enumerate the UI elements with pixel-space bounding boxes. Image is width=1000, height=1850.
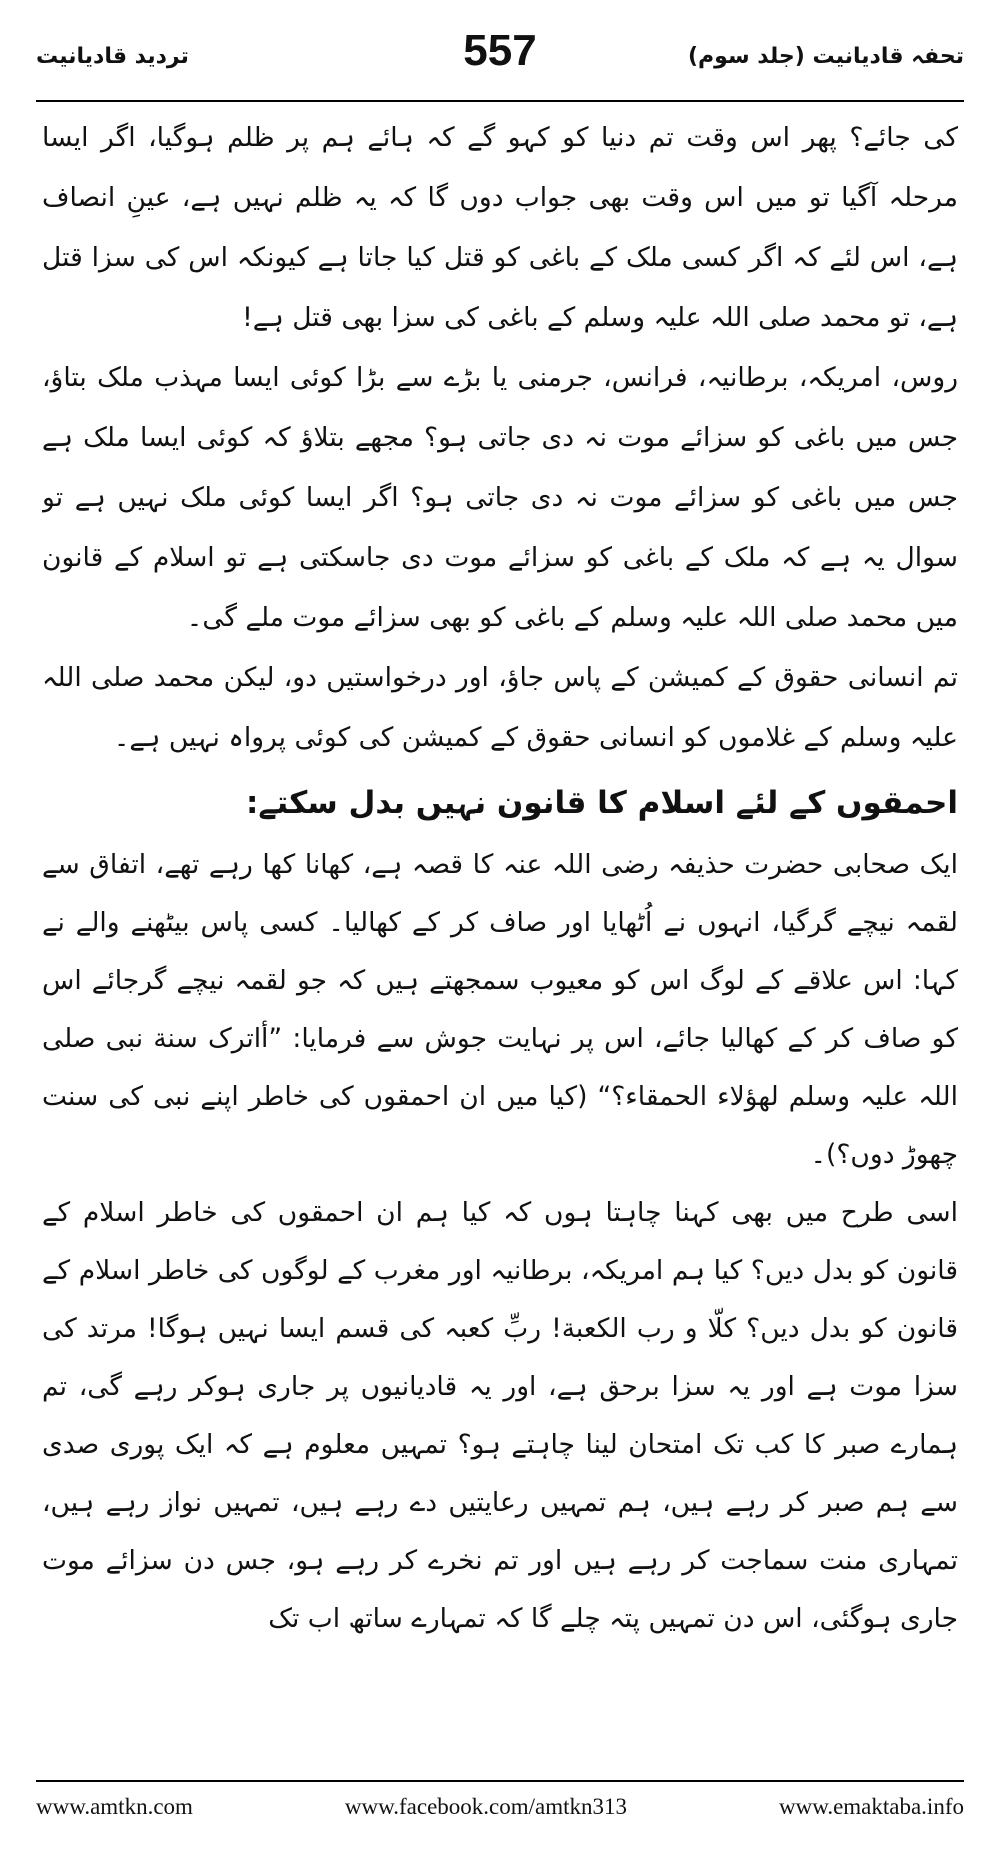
paragraph-1: کی جائے؟ پھر اس وقت تم دنیا کو کہو گے کہ ہائے ہم پر ظلم ہوگیا، اگر ایسا مرحلہ آگیا تو میں اس وقت بھی جواب دوں گا کہ یہ ظلم نہیں ہے، عینِ انصاف ہے، اس لئے کہ اگر کسی ملک کے باغی کو قتل کیا جاتا ہے کیونکہ اس کی سزا قتل ہے، تو محمد صلی اللہ علیہ وسلم کے باغی کی سزا بھی قتل ہے! [42, 122, 958, 333]
paragraph-3: تم انسانی حقوق کے کمیشن کے پاس جاؤ، اور درخواستیں دو، لیکن محمد صلی اللہ علیہ وسلم کے غلاموں کو انسانی حقوق کے کمیشن کی کوئی پرواہ نہیں ہے۔ [42, 662, 958, 753]
footer-link-emaktaba[interactable]: www.emaktaba.info [778, 1794, 964, 1819]
page-header [36, 18, 964, 102]
footer-links [36, 1782, 964, 1820]
page-number: 557 [463, 26, 537, 75]
page-body [42, 108, 958, 1718]
footer-link-amtkn[interactable]: www.amtkn.com [36, 1794, 193, 1819]
paragraph-4: ایک صحابی حضرت حذیفہ رضی اللہ عنہ کا قصہ ہے، کھانا کھا رہے تھے، اتفاق سے لقمہ نیچے گرگیا، انہوں نے اُٹھایا اور صاف کر کے کھالیا۔ کسی پاس بیٹھنے والے نے کہا: اس علاقے کے لوگ اس کو معیوب سمجھتے ہیں کہ جو لقمہ نیچے گرجائے اس کو صاف کر کے کھالیا جائے، اس پر نہایت جوش سے فرمایا: ”أاترک سنة نبی صلی اللہ علیہ وسلم لهؤلاء الحمقاء؟“ (کیا میں ان احمقوں کی خاطر اپنے نبی کی سنت چھوڑ دوں؟)۔ [42, 849, 958, 1170]
paragraph-2: روس، امریکہ، برطانیہ، فرانس، جرمنی یا بڑے سے بڑا کوئی ایسا مہذب ملک بتاؤ، جس میں باغی کو سزائے موت نہ دی جاتی ہو؟ مجھے بتلاؤ کہ کوئی ایسا ملک ہے جس میں باغی کو سزائے موت نہ دی جاتی ہو؟ اگر ایسا کوئی ملک نہیں ہے تو سوال یہ ہے کہ ملک کے باغی کو سزائے موت دی جاسکتی ہے تو اسلام کے قانون میں محمد صلی اللہ علیہ وسلم کے باغی کو بھی سزائے موت ملے گی۔ [42, 362, 958, 633]
book-title: تحفہ قادیانیت (جلد سوم) [687, 44, 964, 69]
section-title: تردید قادیانیت [36, 44, 189, 69]
page-footer [36, 1780, 964, 1842]
footer-link-facebook[interactable]: www.facebook.com/amtkn313 [344, 1794, 628, 1819]
section-heading: احمقوں کے لئے اسلام کا قانون نہیں بدل سکتے: [246, 785, 958, 821]
paragraph-5: اسی طرح میں بھی کہنا چاہتا ہوں کہ کیا ہم ان احمقوں کی خاطر اسلام کے قانون کو بدل دیں؟ کیا ہم امریکہ، برطانیہ اور مغرب کے لوگوں کی خاطر اسلام کے قانون کو بدل دیں؟ کلّا و رب الکعبة! ربِّ کعبہ کی قسم ایسا نہیں ہوگا! مرتد کی سزا موت ہے اور یہ سزا برحق ہے، اور یہ قادیانیوں پر جاری ہوکر رہے گی، تم ہمارے صبر کا کب تک امتحان لینا چاہتے ہو؟ تمہیں معلوم ہے کہ ایک پوری صدی سے ہم صبر کر رہے ہیں، ہم تمہیں رعایتیں دے رہے ہیں، تمہیں نواز رہے ہیں، تمہاری منت سماجت کر رہے ہیں اور تم نخرے کر رہے ہو، جس دن سزائے موت جاری ہوگئی، اس دن تمہیں پتہ چلے گا کہ تمہارے ساتھ اب تک [42, 1197, 958, 1634]
